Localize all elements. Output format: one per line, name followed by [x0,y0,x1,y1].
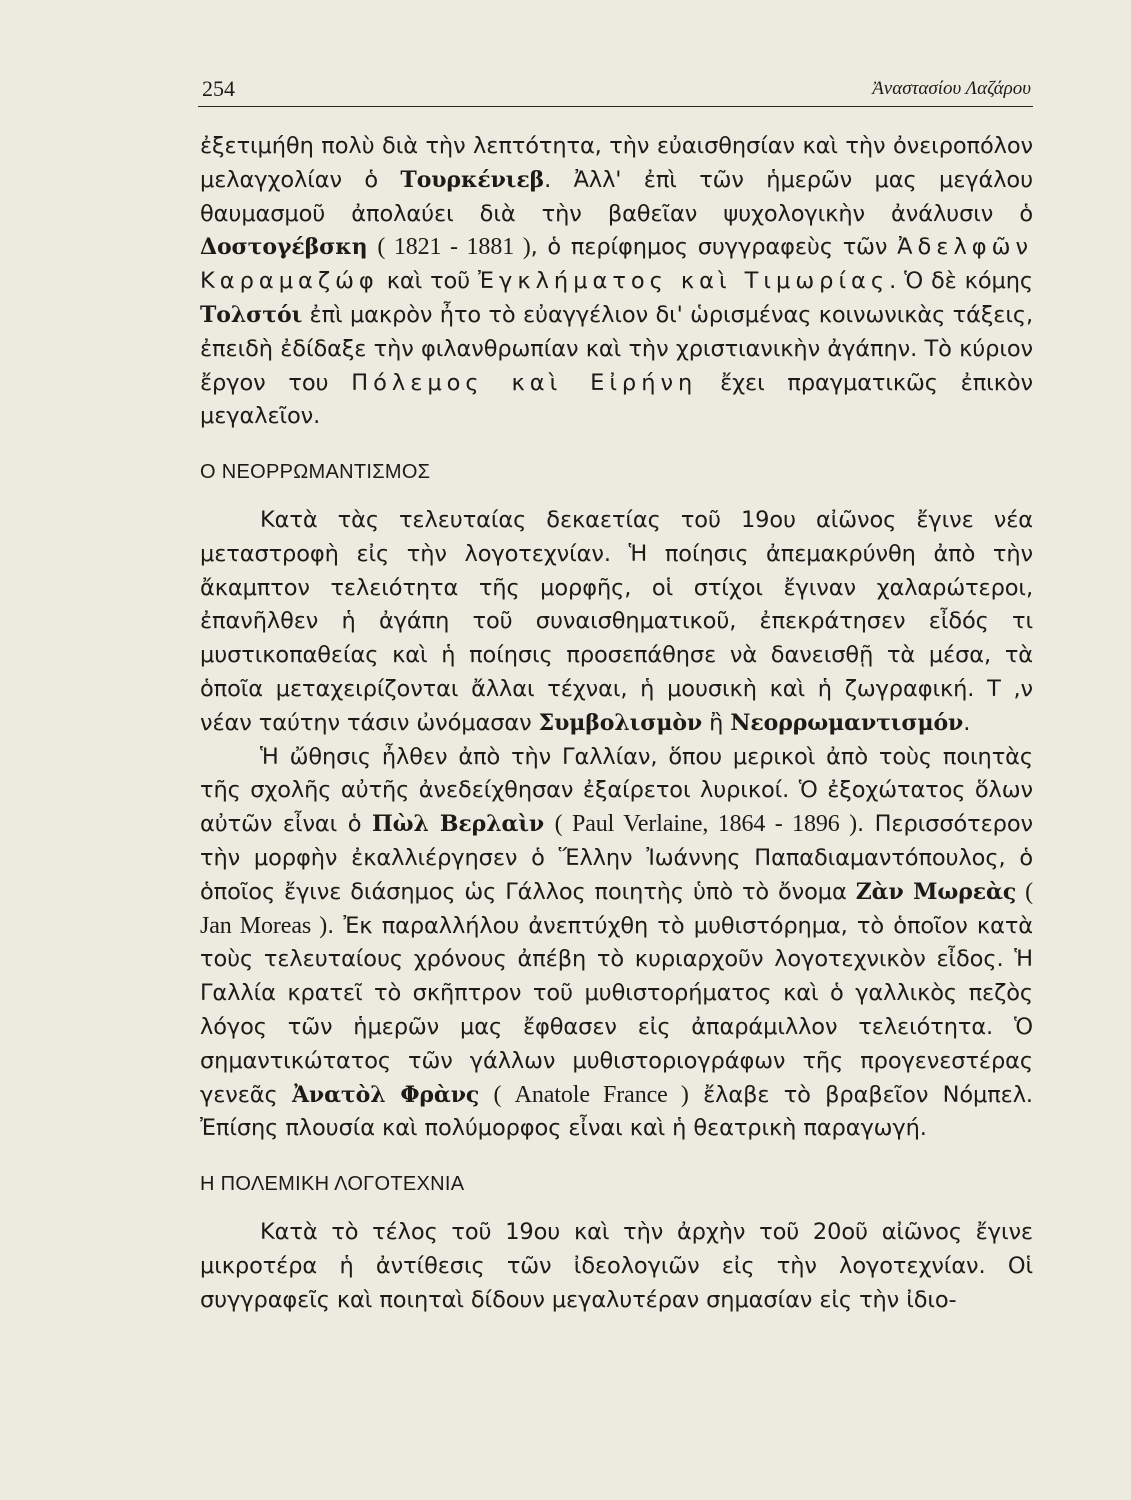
text-run: καὶ τοῦ [378,268,479,295]
text-run: ἐπὶ μακρὸν ἦτο τὸ εὐαγγέλιον δι' ὡρισμένας κοινωνικὰς τάξεις, ἐπειδὴ ἐδίδαξε τὴν φιλανθρωπίαν καὶ τὴν χριστιανικὴν ἀγάπην. Τὸ κύριον ἔργον του [200,301,1033,396]
latin-anatole-france: ( Anatole France ) [493,1081,689,1108]
text-run: . Ἐκ παραλλήλου ἀνεπτύχθη τὸ μυθιστόρημα, τὸ ὁποῖον κατὰ τοὺς τελευταίους χρόνους ἀπέβη τὸ κυριαρχοῦν λογοτεχνικὸν εἶδος. Ἡ Γαλλία κρατεῖ τὸ σκῆπτρον τοῦ μυθιστορήματος καὶ ὁ γαλλικὸς πεζὸς λόγος τῶν ἡμερῶν μας ἔφθασεν εἰς ἀπαράμιλλον τελειότητα. Ὁ σημαντικώτατος τῶν γάλλων μυθιστοριογράφων τῆς προγενεστέρας γενεᾶς [200,912,1034,1108]
name-verlaine: Πὼλ Βερλαὶν [371,811,545,838]
text-run: . Περισσότερον τὴν μορφὴν ἐκαλλιέργησεν ὁ Ἕλλην Ἰωάννης Παπαδιαμαντόπουλος, ὁ ὁποῖος ἔγινε διάσημος ὡς Γάλλος ποιητὴς ὑπὸ τὸ ὄνομα [200,811,1033,905]
term-symbolism: Συμβολισμὸν [538,709,703,736]
text-run: Κατὰ τὰς τελευταίας δεκαετίας τοῦ 19ου αἰῶνος ἔγινε νέα μεταστροφὴ εἰς τὴν λογοτεχνίαν. Ἡ ποίησις ἀπεμακρύνθη ἀπὸ τὴν ἄκαμπτον τελειότητα τῆς μορφῆς, οἱ στίχοι ἔγιναν χαλαρώτεροι, ἐπανῆλθεν ἡ ἀγάπη τοῦ συναισθηματικοῦ, ἐπεκράτησεν εἶδός τι μυστικοπαθείας καὶ ἡ ποίησις προσεπάθησε νὰ δανεισθῇ τὰ μέσα, τὰ ὁποῖα μεταχειρίζονται ἄλλαι τέχναι, ἡ μουσικὴ καὶ ἡ ζωγραφική. Τ ,ν νέαν ταύτην τάσιν ὠνόμασαν [200,506,1033,736]
page-number: 254 [202,76,235,101]
paragraph-3 [200,741,1033,1147]
title-karamazov: Ἀδελφῶν Καραμαζώφ [200,234,1034,295]
term-neoromanticism: Νεορρωμαντισμόν [730,709,964,736]
paragraph-1 [200,130,1033,434]
text-run: . Ὁ δὲ κόμης [889,268,1033,295]
body-text [200,130,1033,1317]
section-heading-war-literature: Η ΠΟΛΕΜΙΚΗ ΛΟΓΟΤΕΧΝΙΑ [200,1173,465,1196]
name-moreas: Ζὰν Μωρεὰς [855,878,1017,905]
text-run: ἔχει πραγματικῶς ἐπικὸν μεγαλεῖον. [200,369,1033,430]
latin-moreas: ( Jan Moreas ) [200,878,1033,939]
text-run: , ὁ περίφημος συγγραφεὺς τῶν [530,234,898,261]
text-run: . Ἀλλ' ἐπὶ τῶν ἡμερῶν μας μεγάλου θαυμασμοῦ ἀπολαύει διὰ τὴν βαθεῖαν ψυχολογικὴν ἀνάλυσιν ὁ [200,166,1034,227]
running-title: Ἀναστασίου Λαζάρου [872,78,1031,99]
section-heading-neoromanticism: Ο ΝΕΟΡΡΩΜΑΝΤΙΣΜΟΣ [200,461,431,484]
text-run: . [963,709,971,736]
dates-dostoevsky: ( 1821 - 1881 ) [377,234,531,261]
name-anatole-france: Ἀνατὸλ Φρὰνς [291,1081,480,1108]
latin-verlaine: ( Paul Verlaine, 1864 - 1896 ) [554,811,857,838]
text-run: Κατὰ τὸ τέλος τοῦ 19ου καὶ τὴν ἀρχὴν τοῦ 20οῦ αἰῶνος ἔγινε μικροτέρα ἡ ἀντίθεσις τῶν ἰδεολογιῶν εἰς τὴν λογοτεχνίαν. Οἱ συγγραφεῖς καὶ ποιηταὶ δίδουν μεγαλυτέραν σημασίαν εἰς τὴν ἰδιο- [200,1218,1033,1313]
name-turgenev: Τουρκένιεβ [400,166,545,193]
text-run: ἐξετιμήθη πολὺ διὰ τὴν λεπτότητα, τὴν εὐαισθησίαν καὶ τὴν ὀνειροπόλον μελαγχολίαν ὁ [200,133,1033,193]
page-header [198,72,1033,107]
text-run: ἢ [702,709,731,736]
text-run: ἔλαβε τὸ βραβεῖον Νόμπελ. Ἐπίσης πλουσία καὶ πολύμορφος εἶναι καὶ ἡ θεατρικὴ παραγωγή. [200,1081,1033,1142]
paragraph-4 [200,1216,1033,1317]
title-crime-punishment: Ἐγκλήματος καὶ Τιμωρίας [478,268,890,295]
paragraph-2 [200,504,1033,741]
name-tolstoy: Τολστόι [200,301,303,328]
name-dostoevsky: Δοστογέβσκη [200,234,368,261]
text-run: Ἡ ὤθησις ἦλθεν ἀπὸ τὴν Γαλλίαν, ὅπου μερικοὶ ἀπὸ τοὺς ποιητὰς τῆς σχολῆς αὐτῆς ἀνεδείχθησαν ἐξαίρετοι λυρικοί. Ὁ ἐξοχώτατος ὅλων αὐτῶν εἶναι ὁ [200,743,1033,838]
title-war-and-peace: Πόλεμος καὶ Εἰρήνη [351,369,698,396]
